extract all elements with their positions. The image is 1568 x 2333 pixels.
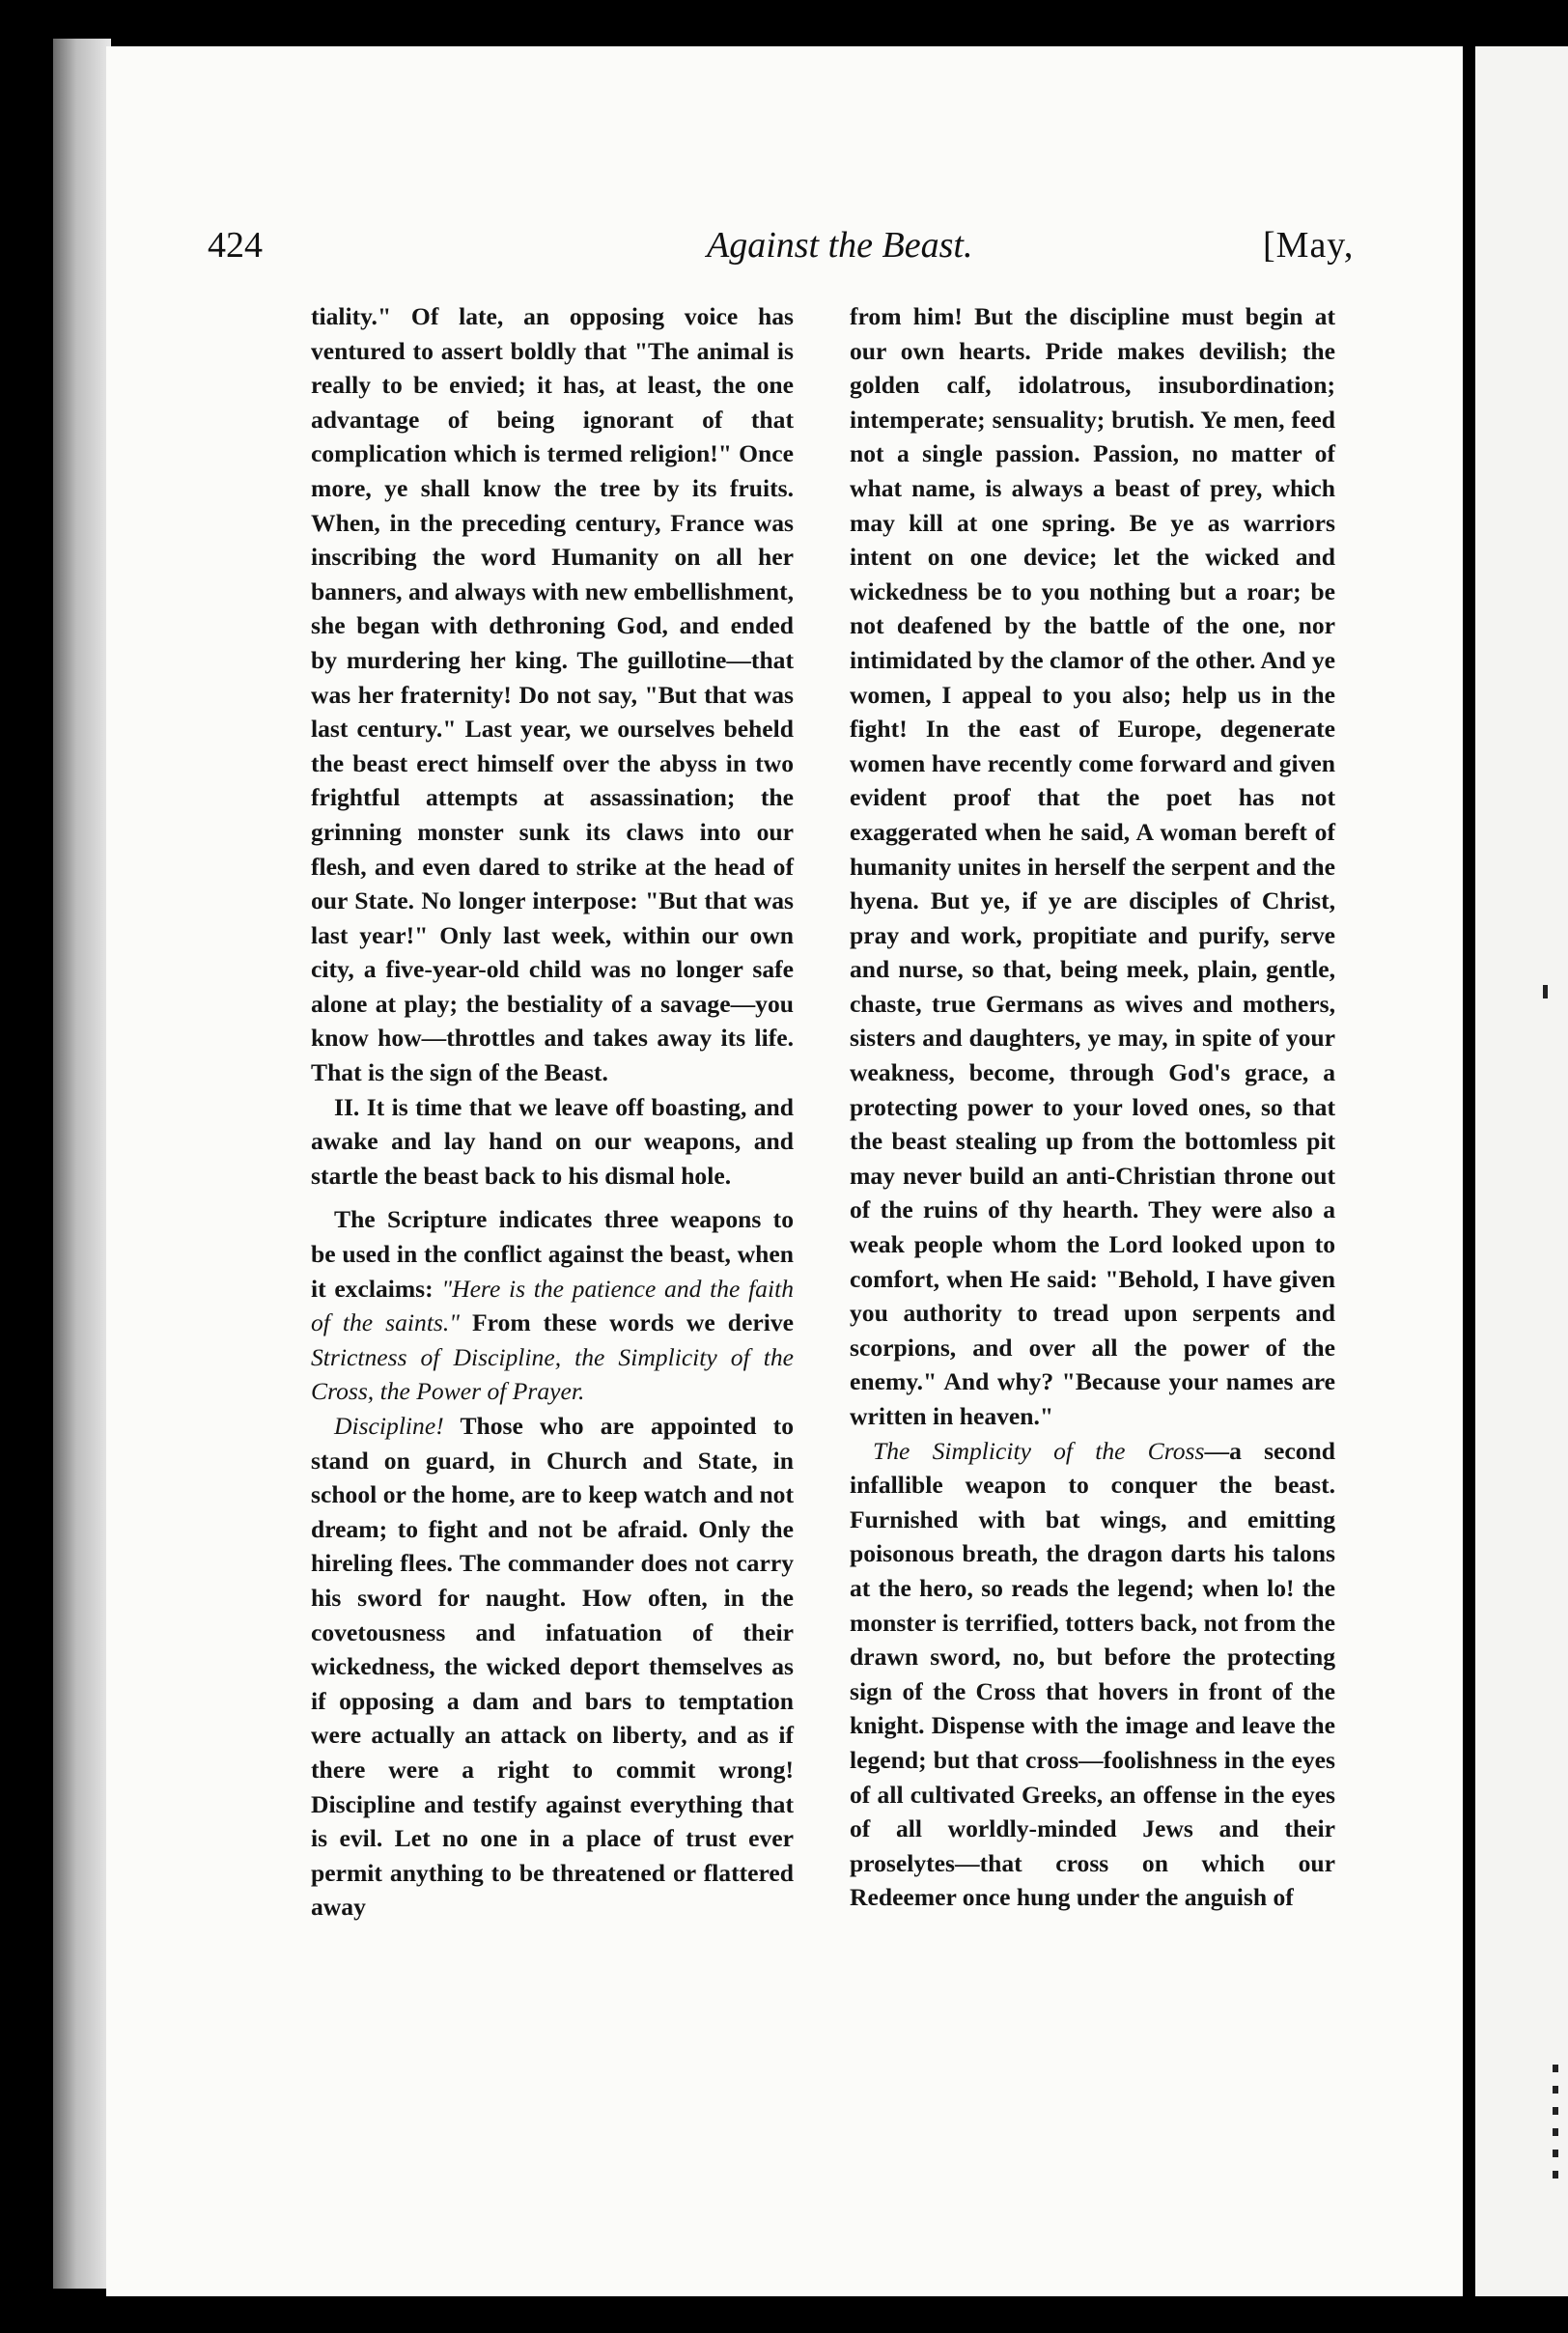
facing-page-marks [1553,2065,1558,2180]
left-column [311,299,794,1925]
paragraph-text: The Scripture indicates three weapons to be used in the conflict against the beast, when it exclaims: [311,1205,794,1303]
facing-page-edge [1475,46,1568,2296]
paragraph-text: Those who are appointed to stand on guard, in Church and State, in school or the home, are to keep watch and not dream; to fight and not be afraid. Only the hireling flees. The commander does not carry his sword for naught. How often, in the covetousness and infatuation of their wickedness, the wicked deport themselves as if opposing a dam and bars to temptation were actually an attack on liberty, and as if there were a right to commit wrong! Discipline and testify against everything that is evil. Let no one in a place of trust ever permit anything to be threatened or flattered away [311,1412,794,1922]
page-edge [53,39,111,2289]
scripture-quote: "Here is the patience and the faith of the saints." [311,1274,794,1337]
facing-page-mark [1543,985,1548,998]
weapons-list: Strictness of Discipline, the Simplicity of the Cross, the Power of Prayer. [311,1342,794,1406]
paragraph [311,1409,794,1925]
paragraph: from him! But the discipline must begin at our own hearts. Pride makes devilish; the golden calf, idolatrous, insubordination; intemperate; sensuality; brutish. Ye men, feed not a single passion. Passion, no matter of what name, is always a beast of prey, which may kill at one spring. Be ye as warriors intent on one device; let the wicked and wickedness be to you nothing but a roar; be not deafened by the battle of the one, nor intimidated by the clamor of the other. And ye women, I appeal to you also; help us in the fight! In the east of Europe, degenerate women have recently come forward and given evident proof that the poet has not exaggerated when he said, A woman bereft of humanity unites in herself the serpent and the hyena. But ye, if ye are disciples of Christ, pray and work, propitiate and purify, serve and nurse, so that, being meek, plain, gentle, chaste, true Germans as wives and mothers, sisters and daughters, ye may, in spite of your weakness, become, through God's grace, a protecting power to your loved ones, so that the beast stealing up from the bottomless pit may never build an anti-Christian throne out of the ruins of thy hearth. They were also a weak people whom the Lord looked upon to comfort, when He said: "Behold, I have given you authority to tread upon serpents and scorpions, and over all the power of the enemy." And why? "Because your names are written in heaven." [850,302,1335,1430]
paragraph: tiality." Of late, an opposing voice has ventured to assert boldly that "The animal is really to be envied; it has, at least, the one advantage of being ignorant of that complication which is termed religion!" Once more, ye shall know the tree by its fruits. When, in the preceding century, France was inscribing the word Humanity on all her banners, and always with new embellishment, she began with dethroning God, and ended by murdering her king. The guillotine—that was her fraternity! Do not say, "But that was last century." Last year, we ourselves beheld the beast erect himself over the abyss in two frightful attempts at assassination; the grinning monster sunk its claws into our flesh, and even dared to strike at the head of our State. No longer interpose: "But that was last year!" Only last week, within our own city, a five-year-old child was no longer safe alone at play; the bestiality of a savage—you know how—throttles and takes away its life. That is the sign of the Beast. [311,302,794,1087]
cross-term: The Simplicity of the Cross [873,1436,1205,1465]
right-column [850,299,1335,1915]
section-heading: [May, [1263,225,1355,266]
paragraph [850,1434,1335,1915]
running-title: Against the Beast. [707,225,973,266]
paragraph-text: From these words we derive [460,1308,794,1337]
discipline-term: Discipline! [334,1412,444,1440]
paragraph [311,1202,794,1409]
paragraph-text: —a second infallible weapon to conquer the beast. Furnished with bat wings, and emitting poisonous breath, the dragon darts his talons at the hero, so reads the legend; when lo! the monster is terrified, totters back, not from the drawn sword, no, but before the protecting sign of the Cross that hovers in front of the knight. Dispense with the image and leave the legend; but that cross—foolishness in the eyes of all cultivated Greeks, an offense in the eyes of all worldly-minded Jews and their proselytes—that cross on which our Redeemer once hung under the anguish of [850,1436,1336,1912]
page-number: 424 [208,225,263,266]
page-header [208,224,1395,278]
paragraph: II. It is time that we leave off boasting, and awake and lay hand on our weapons, and startle the beast back to his dismal hole. [311,1092,794,1190]
